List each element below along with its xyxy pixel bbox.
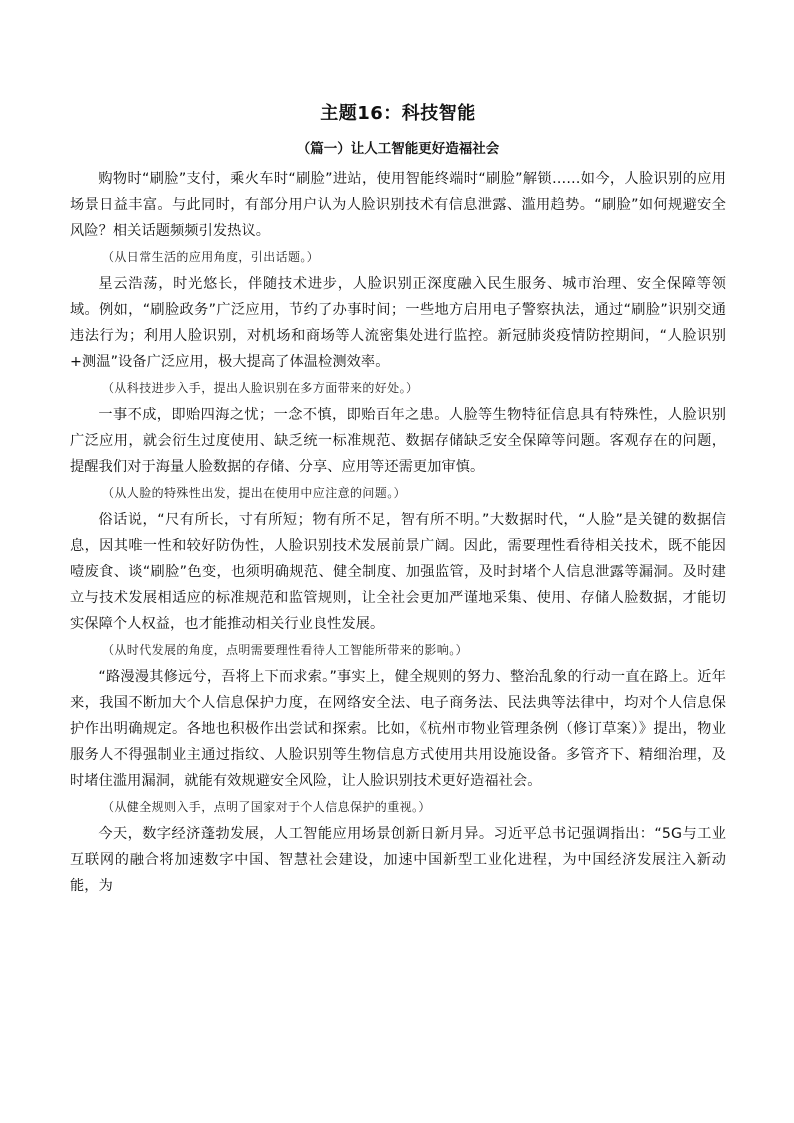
- document-title: 主题16：科技智能: [320, 103, 476, 124]
- paragraph-3: 一事不成，即贻四海之忧；一念不慎，即贻百年之患。人脸等生物特征信息具有特殊性，人脸识别广泛应用，就会衍生过度使用、缺乏统一标准规范、数据存储缺乏安全保障等问题。客观存在的问题，提醒我们对于海量人脸数据的存储、分享、应用等还需更加审慎。: [70, 407, 726, 475]
- paragraph-5: “路漫漫其修远兮，吾将上下而求索。”事实上，健全规则的努力、整治乱象的行动一直在路上。近年来，我国不断加大个人信息保护力度，在网络安全法、电子商务法、民法典等法律中，均对个人信息保护作出明确规定。各地也积极作出尝试和探索。比如，《杭州市物业管理条例（修订草案）》提出，物业服务人不得强制业主通过指纹、人脸识别等生物信息方式使用共用设施设备。多管齐下、精细治理，及时堵住滥用漏洞，就能有效规避安全风险，让人脸识别技术更好造福社会。: [70, 669, 726, 789]
- paragraph-4: 俗话说，“尺有所长，寸有所短；物有所不足，智有所不明。”大数据时代，“人脸”是关键的数据信息，因其唯一性和较好防伪性，人脸识别技术发展前景广阔。因此，需要理性看待相关技术，既不能因噎废食、谈“刷脸”色变，也须明确规范、健全制度、加强监管，及时封堵个人信息泄露等漏洞。及时建立与技术发展相适应的标准规范和监管规则，让全社会更加严谨地采集、使用、存储人脸数据，才能切实保障个人权益，也才能推动相关行业良性发展。: [70, 512, 726, 632]
- annotation-1: （从日常生活的应用角度，引出话题。）: [102, 250, 320, 264]
- annotation-2: （从科技进步入手，提出人脸识别在多方面带来的好处。）: [102, 381, 419, 395]
- paragraph-6: 今天，数字经济蓬勃发展，人工智能应用场景创新日新月异。习近平总书记强调指出：“5G与工业互联网的融合将加速数字中国、智慧社会建设，加速中国新型工业化进程，为中国经济发展注入新动能，为: [70, 826, 726, 894]
- document-subtitle: （篇一）让人工智能更好造福社会: [296, 141, 500, 157]
- annotation-4: （从时代发展的角度，点明需要理性看待人工智能所带来的影响。）: [102, 643, 469, 657]
- paragraph-1: 购物时“刷脸”支付，乘火车时“刷脸”进站，使用智能终端时“刷脸”解锁……如今，人脸识别的应用场景日益丰富。与此同时，有部分用户认为人脸识别技术有信息泄露、滥用趋势。“刷脸”如何规避安全风险？相关话题频频引发热议。: [70, 171, 726, 239]
- annotation-5: （从健全规则入手，点明了国家对于个人信息保护的重视。）: [102, 800, 431, 814]
- paragraph-2: 星云浩荡，时光悠长，伴随技术进步，人脸识别正深度融入民生服务、城市治理、安全保障等领域。例如，“刷脸政务”广泛应用，节约了办事时间；一些地方启用电子警察执法，通过“刷脸”识别交通违法行为；利用人脸识别，对机场和商场等人流密集处进行监控。新冠肺炎疫情防控期间，“人脸识别+测温”设备广泛应用，极大提高了体温检测效率。: [70, 276, 726, 370]
- document-page: [70, 100, 726, 899]
- annotation-3: （从人脸的特殊性出发，提出在使用中应注意的问题。）: [102, 486, 407, 500]
